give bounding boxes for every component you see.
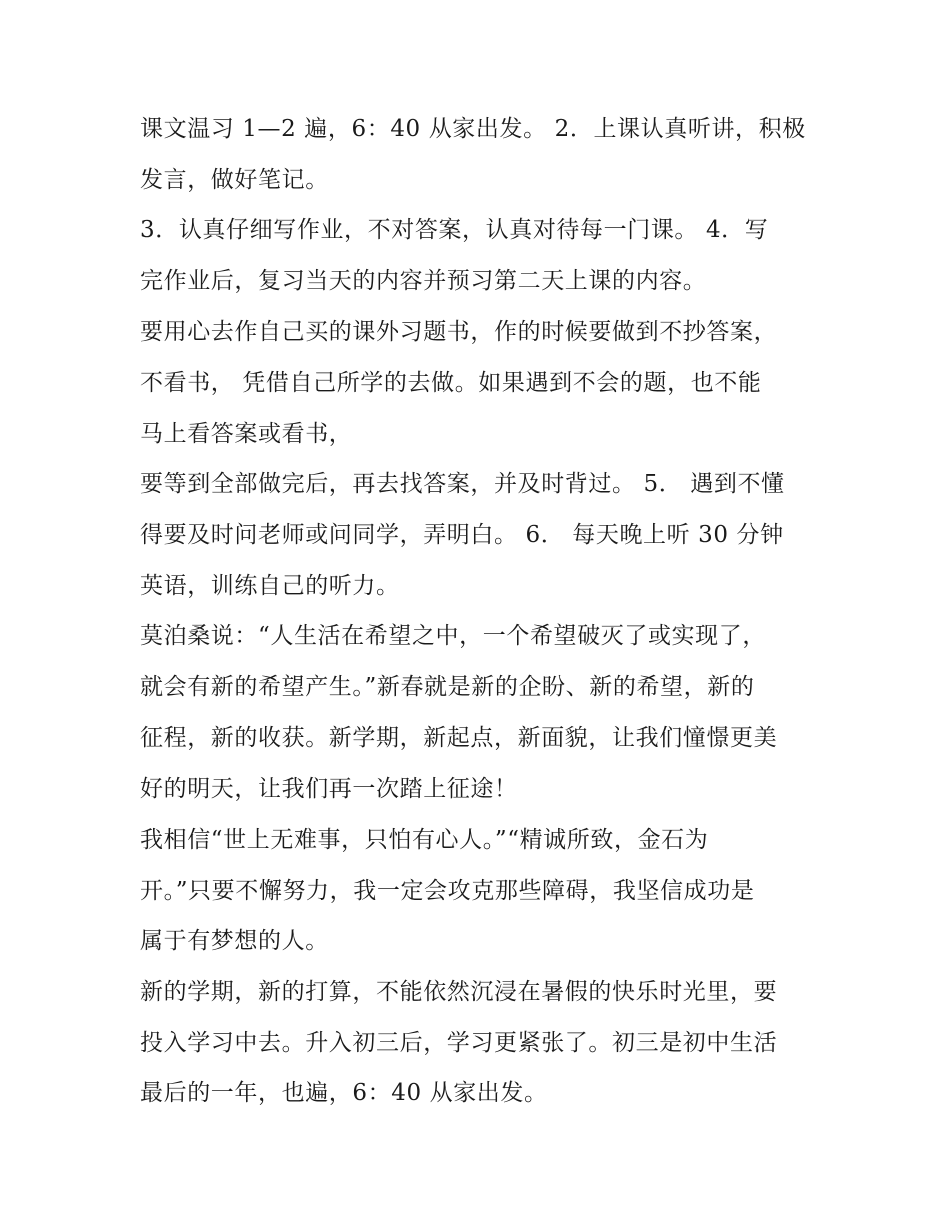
text-line: 发言，做好笔记。 bbox=[140, 167, 329, 193]
text-line: 课文温习 1—2 遍，6：40 从家出发。 2．上课认真听讲，积极 bbox=[140, 116, 806, 142]
text-line: 不看书， 凭借自己所学的去做。如果遇到不会的题，也不能 bbox=[140, 370, 762, 396]
text-line: 英语，训练自己的听力。 bbox=[140, 573, 400, 599]
text-line: 就会有新的希望产生。”新春就是新的企盼、新的希望，新的 bbox=[140, 674, 755, 700]
text-line: 最后的一年，也遍，6：40 从家出发。 bbox=[140, 1080, 548, 1106]
text-line: 投入学习中去。升入初三后，学习更紧张了。初三是初中生活 bbox=[140, 1030, 778, 1056]
text-line: 得要及时问老师或问同学，弄明白。 6． 每天晚上听 30 分钟 bbox=[140, 522, 784, 548]
text-line: 3．认真仔细写作业，不对答案，认真对待每一门课。 4．写 bbox=[140, 217, 769, 243]
text-line: 要用心去作自己买的课外习题书，作的时候要做到不抄答案， bbox=[140, 319, 778, 345]
text-line: 完作业后，复习当天的内容并预习第二天上课的内容。 bbox=[140, 268, 707, 294]
text-line: 我相信“世上无难事，只怕有心人。”“精诚所致，金石为 bbox=[140, 827, 709, 853]
text-line: 征程，新的收获。新学期，新起点，新面貌，让我们憧憬更美 bbox=[140, 725, 778, 751]
text-line: 开。”只要不懈努力，我一定会攻克那些障碍，我坚信成功是 bbox=[140, 878, 755, 904]
text-line: 属于有梦想的人。 bbox=[140, 928, 329, 954]
text-line: 马上看答案或看书， bbox=[140, 421, 353, 447]
text-line: 好的明天，让我们再一次踏上征途！ bbox=[140, 776, 518, 802]
text-line: 要等到全部做完后，再去找答案，并及时背过。 5． 遇到不懂 bbox=[140, 471, 785, 497]
text-line: 莫泊桑说：“人生活在希望之中，一个希望破灭了或实现了， bbox=[140, 623, 766, 649]
text-line: 新的学期，新的打算，不能依然沉浸在暑假的快乐时光里，要 bbox=[140, 979, 778, 1005]
